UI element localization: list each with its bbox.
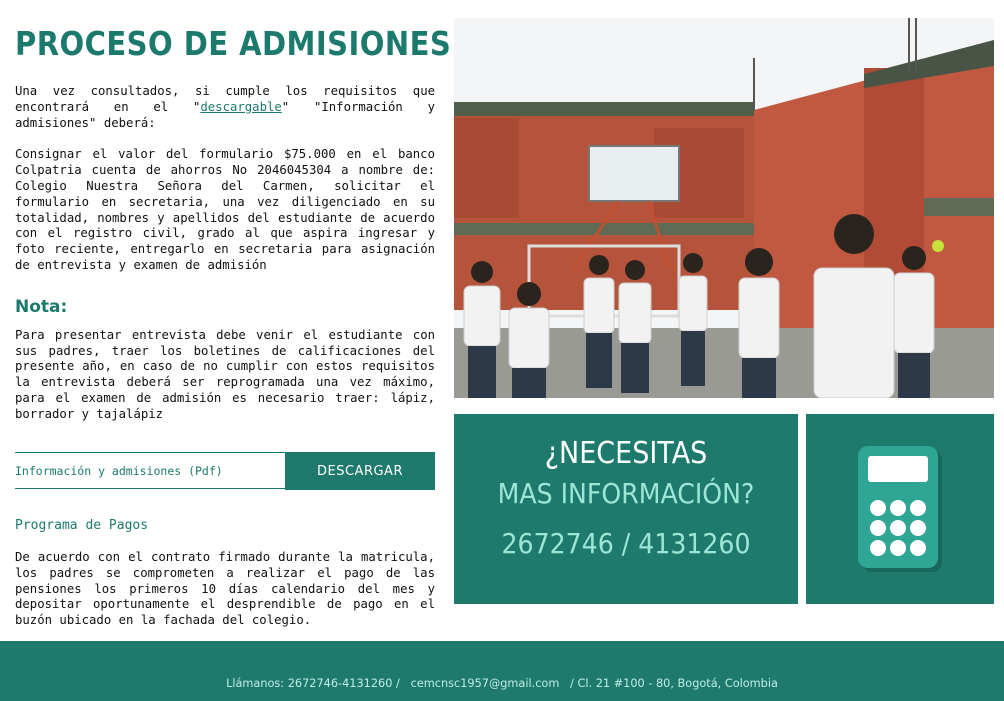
footer <box>0 641 1004 701</box>
page-title: PROCESO DE ADMISIONES <box>15 24 452 63</box>
calculator-box <box>806 414 994 604</box>
nota-heading: Nota: <box>15 296 68 317</box>
info-line-1: ¿NECESITAS <box>544 436 708 471</box>
footer-contact <box>0 677 1004 690</box>
pagos-paragraph: De acuerdo con el contrato firmado durante la matricula, los padres se comprometen a realizar el pago de las pensiones los primeros 10 días calendario del mes y depositar oportunamente el desprendible de pago en el buzón ubicado en la fachada del colegio. <box>15 550 435 628</box>
more-info-box <box>454 414 798 604</box>
intro-text-before: Una vez consultados, si cumple los requisitos que encontrará en el " <box>15 84 435 114</box>
intro-paragraph <box>15 84 435 131</box>
consignar-paragraph: Consignar el valor del formulario $75.000 en el banco Colpatria cuenta de ahorros No 2046045304 a nombre de: Colegio Nuestra Señora del Carmen, solicitar el formulario en secretaria, una vez diligenciado en su totalidad, nombres y apellidos del estudiante de acuerdo con el registro civil, grado al que aspira ingresar y foto reciente, entregarlo en secretaria para asignación de entrevista y examen de admisión <box>15 147 435 272</box>
info-phones: 2672746 / 4131260 <box>501 527 751 560</box>
calculator-icon <box>806 414 994 604</box>
info-line-2: MAS INFORMACIÓN? <box>497 477 755 510</box>
footer-email[interactable]: cemcnsc1957@gmail.com <box>410 677 560 690</box>
pagos-heading: Programa de Pagos <box>15 518 149 533</box>
descargable-link[interactable]: descargable <box>200 99 282 114</box>
download-label: Información y admisiones (Pdf) <box>15 452 286 489</box>
download-row <box>15 452 435 490</box>
download-button[interactable]: DESCARGAR <box>285 452 435 490</box>
nota-paragraph: Para presentar entrevista debe venir el estudiante con sus padres, traer los boletines de calificaciones del presente año, en caso de no cumplir con estos requisitos la entrevista deberá ser reprogramada una vez máximo, para el examen de admisión es necesario traer: lápiz, borrador y tajalápiz <box>15 327 435 421</box>
footer-phone: Llámanos: 2672746-4131260 / <box>226 677 400 690</box>
students-photo <box>454 18 994 398</box>
footer-address: / Cl. 21 #100 - 80, Bogotá, Colombia <box>570 677 778 690</box>
admissions-content <box>15 24 452 423</box>
intro-text-after: " "Información y admisiones" deberá: <box>15 99 435 130</box>
